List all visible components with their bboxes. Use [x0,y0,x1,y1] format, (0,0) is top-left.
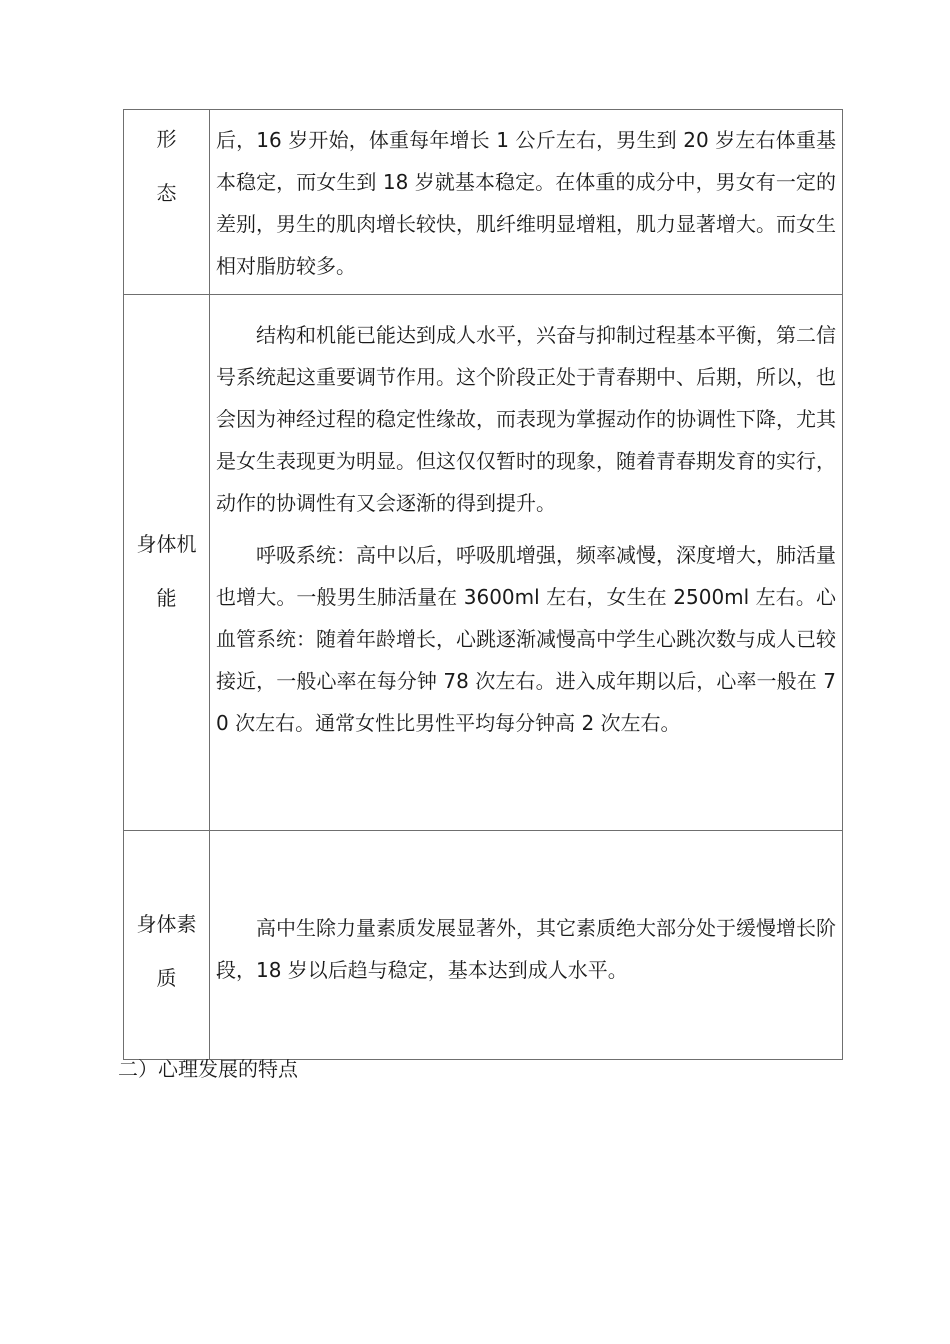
row-content-cell [210,295,843,831]
row-label-cell [124,831,210,1060]
paragraph: 结构和机能已能达到成人水平，兴奋与抑制过程基本平衡，第二信号系统起这重要调节作用。这个阶段正处于青春期中、后期，所以，也会因为神经过程的稳定性缘故，而表现为掌握动作的协调性下降，尤其是女生表现更为明显。但这仅仅暂时的现象，随着青春期发育的实行，动作的协调性有又会逐渐的得到提升。 [216,323,836,515]
table-row-physical-fitness [124,831,843,1060]
row-label-cell [124,295,210,831]
paragraph: 高中生除力量素质发展显著外，其它素质绝大部分处于缓慢增长阶段，18 岁以后趋与稳定，基本达到成人水平。 [216,916,836,982]
row-label-line: 态 [156,181,177,205]
row-content-cell [210,831,843,1060]
table-row-physical-function [124,295,843,831]
table-row-morphology [124,110,843,295]
row-label-line: 质 [156,966,177,990]
paragraph: 后，16 岁开始，体重每年增长 1 公斤左右，男生到 20 岁左右体重基本稳定，而女生到 18 岁就基本稳定。在体重的成分中，男女有一定的差别，男生的肌肉增长较快，肌纤维明显增粗，肌力显著增大。而女生相对脂肪较多。 [216,128,836,278]
row-label [124,112,209,220]
row-label-line: 形 [156,127,177,151]
row-label-cell [124,110,210,295]
row-label-line: 身体素 [136,912,197,936]
row-content-cell [210,110,843,295]
row-label [124,897,209,1005]
paragraph: 呼吸系统：高中以后，呼吸肌增强，频率减慢，深度增大，肺活量也增大。一般男生肺活量在 3600ml 左右，女生在 2500ml 左右。心血管系统：随着年龄增长，心跳逐渐减慢高中学生心跳次数与成人已较接近，一般心率在每分钟 78 次左右。进入成年期以后，心率一般在 70 次左右。通常女性比男性平均每分钟高 2 次左右。 [216,543,836,735]
physical-development-table [123,109,843,1060]
row-label [124,517,209,625]
row-label-line: 身体机 [136,532,197,556]
section-heading: 二）心理发展的特点 [118,1057,298,1081]
row-label-line: 能 [156,586,177,610]
